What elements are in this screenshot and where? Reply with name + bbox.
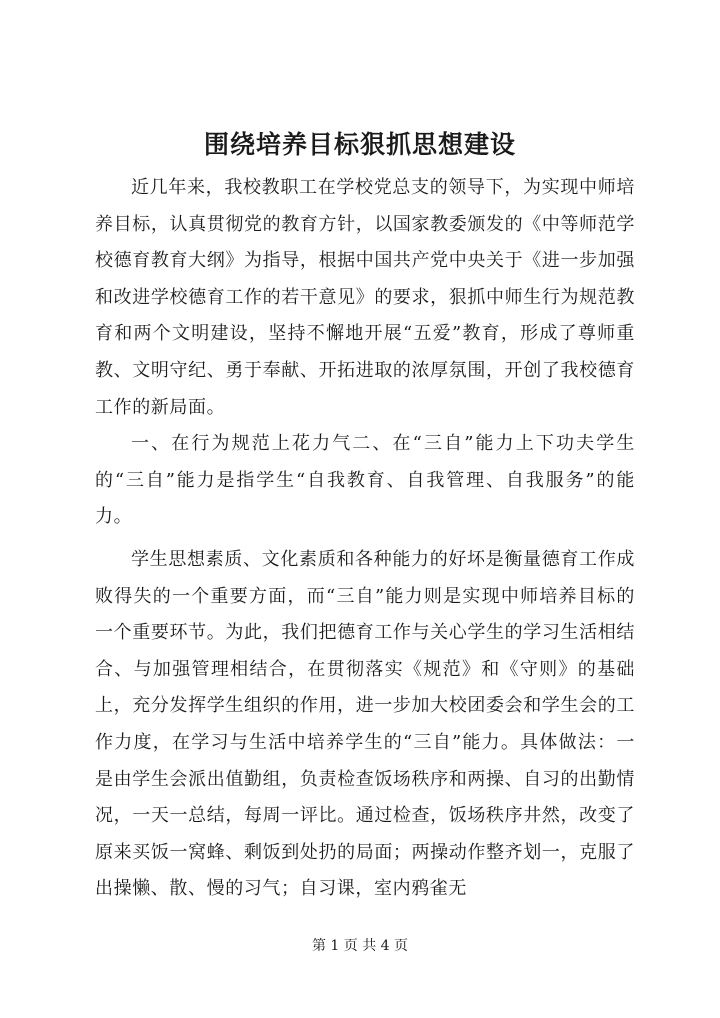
document-body — [95, 170, 635, 908]
page-footer: 第 1 页 共 4 页 — [311, 938, 409, 954]
paragraph-section-heading: 一、在行为规范上花力气二、在“三自”能力上下功夫学生的“三自”能力是指学生“自我教育、自我管理、自我服务”的能力。 — [95, 433, 635, 528]
paragraph-three-self: 学生思想素质、文化素质和各种能力的好坏是衡量德育工作成败得失的一个重要方面，而“三自”能力则是实现中师培养目标的一个重要环节。为此，我们把德育工作与关心学生的学习生活相结合、与加强管理相结合，在贯彻落实《规范》和《守则》的基础上，充分发挥学生组织的作用，进一步加大校团委会和学生会的工作力度，在学习与生活中培养学生的“三自”能力。具体做法：一是由学生会派出值勤组，负责检查饭场秩序和两操、自习的出勤情况，一天一总结，每周一评比。通过检查，饭场秩序井然，改变了原来买饭一窝蜂、剩饭到处扔的局面；两操动作整齐划一，克服了出操懒、散、慢的习气；自习课，室内鸦雀无 — [95, 548, 635, 900]
paragraph-intro: 近几年来，我校教职工在学校党总支的领导下，为实现中师培养目标，认真贯彻党的教育方针，以国家教委颁发的《中等师范学校德育教育大纲》为指导，根据中国共产党中央关于《进一步加强和改进学校德育工作的若干意见》的要求，狠抓中师生行为规范教育和两个文明建设，坚持不懈地开展“五爱”教育，形成了尊师重教、文明守纪、勇于奉献、开拓进取的浓厚氛围，开创了我校德育工作的新局面。 — [95, 177, 635, 418]
document-title: 围绕培养目标狠抓思想建设 — [203, 130, 516, 159]
